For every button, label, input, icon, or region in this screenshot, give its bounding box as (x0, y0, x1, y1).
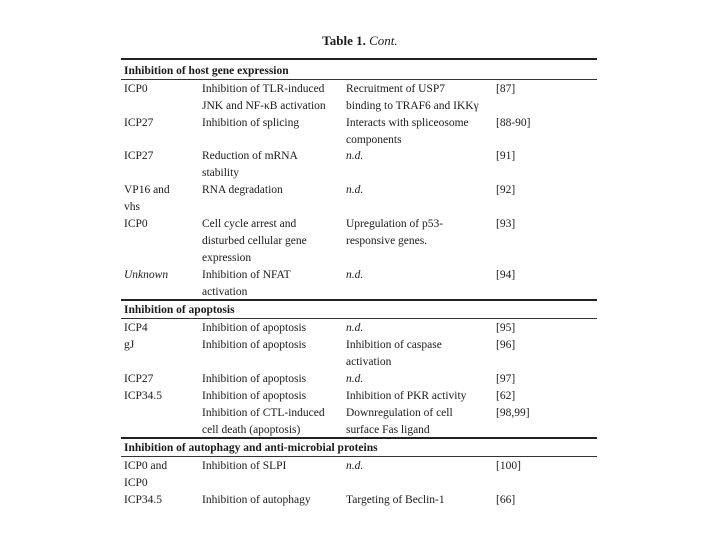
mechanism-cell: n.d. (346, 373, 364, 385)
gene-cell: gJ (124, 339, 135, 351)
section-rule (121, 318, 597, 319)
reference-cell: [100] (496, 460, 521, 472)
table-title-cont: Cont. (369, 33, 398, 48)
gene-cell: ICP27 (124, 117, 154, 129)
table-title-label: Table 1. (322, 33, 366, 48)
reference-cell: [92] (496, 184, 516, 196)
section-rule (121, 79, 597, 80)
reference-cell: [91] (496, 150, 516, 162)
mechanism-cell: n.d. (346, 460, 364, 472)
section-heading-autophagy: Inhibition of autophagy and anti-microbial proteins (124, 442, 378, 454)
mechanism-cell: n.d. (346, 269, 364, 281)
function-cell: RNA degradation (202, 184, 283, 196)
mechanism-cell: Interacts with spliceosome components (346, 117, 469, 146)
gene-cell: Unknown (124, 269, 169, 281)
function-cell: Inhibition of TLR-induced JNK and NF-κB activation (202, 83, 326, 112)
gene-cell: ICP27 (124, 373, 154, 385)
reference-cell: [62] (496, 390, 516, 402)
mechanism-cell: Upregulation of p53- responsive genes. (346, 218, 444, 247)
reference-cell: [98,99] (496, 407, 530, 419)
mechanism-cell: n.d. (346, 150, 364, 162)
table-title (0, 33, 720, 49)
mechanism-cell: Inhibition of PKR activity (346, 390, 467, 402)
gene-cell: ICP4 (124, 322, 148, 334)
mechanism-cell: Targeting of Beclin-1 (346, 494, 445, 506)
reference-cell: [96] (496, 339, 516, 351)
gene-cell: ICP34.5 (124, 390, 163, 402)
section-heading-host-gene-expression: Inhibition of host gene expression (124, 65, 289, 77)
function-cell: Cell cycle arrest and disturbed cellular gene expression (202, 218, 307, 264)
section-divider (121, 437, 597, 439)
mechanism-cell: Inhibition of caspase activation (346, 339, 442, 368)
function-cell: Inhibition of CTL-induced cell death (apoptosis) (202, 407, 325, 436)
gene-cell: VP16 and vhs (124, 184, 170, 213)
function-cell: Inhibition of SLPI (202, 460, 287, 472)
function-cell: Inhibition of autophagy (202, 494, 311, 506)
reference-cell: [95] (496, 322, 516, 334)
gene-cell: ICP27 (124, 150, 154, 162)
mechanism-cell: n.d. (346, 184, 364, 196)
gene-cell: ICP0 (124, 218, 148, 230)
gene-cell: ICP0 (124, 83, 148, 95)
section-rule (121, 456, 597, 457)
gene-cell: ICP34.5 (124, 494, 163, 506)
function-cell: Reduction of mRNA stability (202, 150, 298, 179)
top-rule (121, 58, 597, 60)
reference-cell: [88-90] (496, 117, 531, 129)
mechanism-cell: n.d. (346, 322, 364, 334)
reference-cell: [94] (496, 269, 516, 281)
function-cell: Inhibition of NFAT activation (202, 269, 291, 298)
reference-cell: [93] (496, 218, 516, 230)
gene-cell: ICP0 and ICP0 (124, 460, 168, 489)
mechanism-cell: Recruitment of USP7 binding to TRAF6 and IKKγ (346, 83, 479, 112)
function-cell: Inhibition of apoptosis (202, 390, 307, 402)
section-divider (121, 299, 597, 301)
reference-cell: [97] (496, 373, 516, 385)
function-cell: Inhibition of splicing (202, 117, 300, 129)
function-cell: Inhibition of apoptosis (202, 339, 307, 351)
reference-cell: [87] (496, 83, 516, 95)
reference-cell: [66] (496, 494, 516, 506)
function-cell: Inhibition of apoptosis (202, 322, 307, 334)
mechanism-cell: Downregulation of cell surface Fas ligand (346, 407, 453, 436)
function-cell: Inhibition of apoptosis (202, 373, 307, 385)
section-heading-apoptosis: Inhibition of apoptosis (124, 304, 235, 316)
